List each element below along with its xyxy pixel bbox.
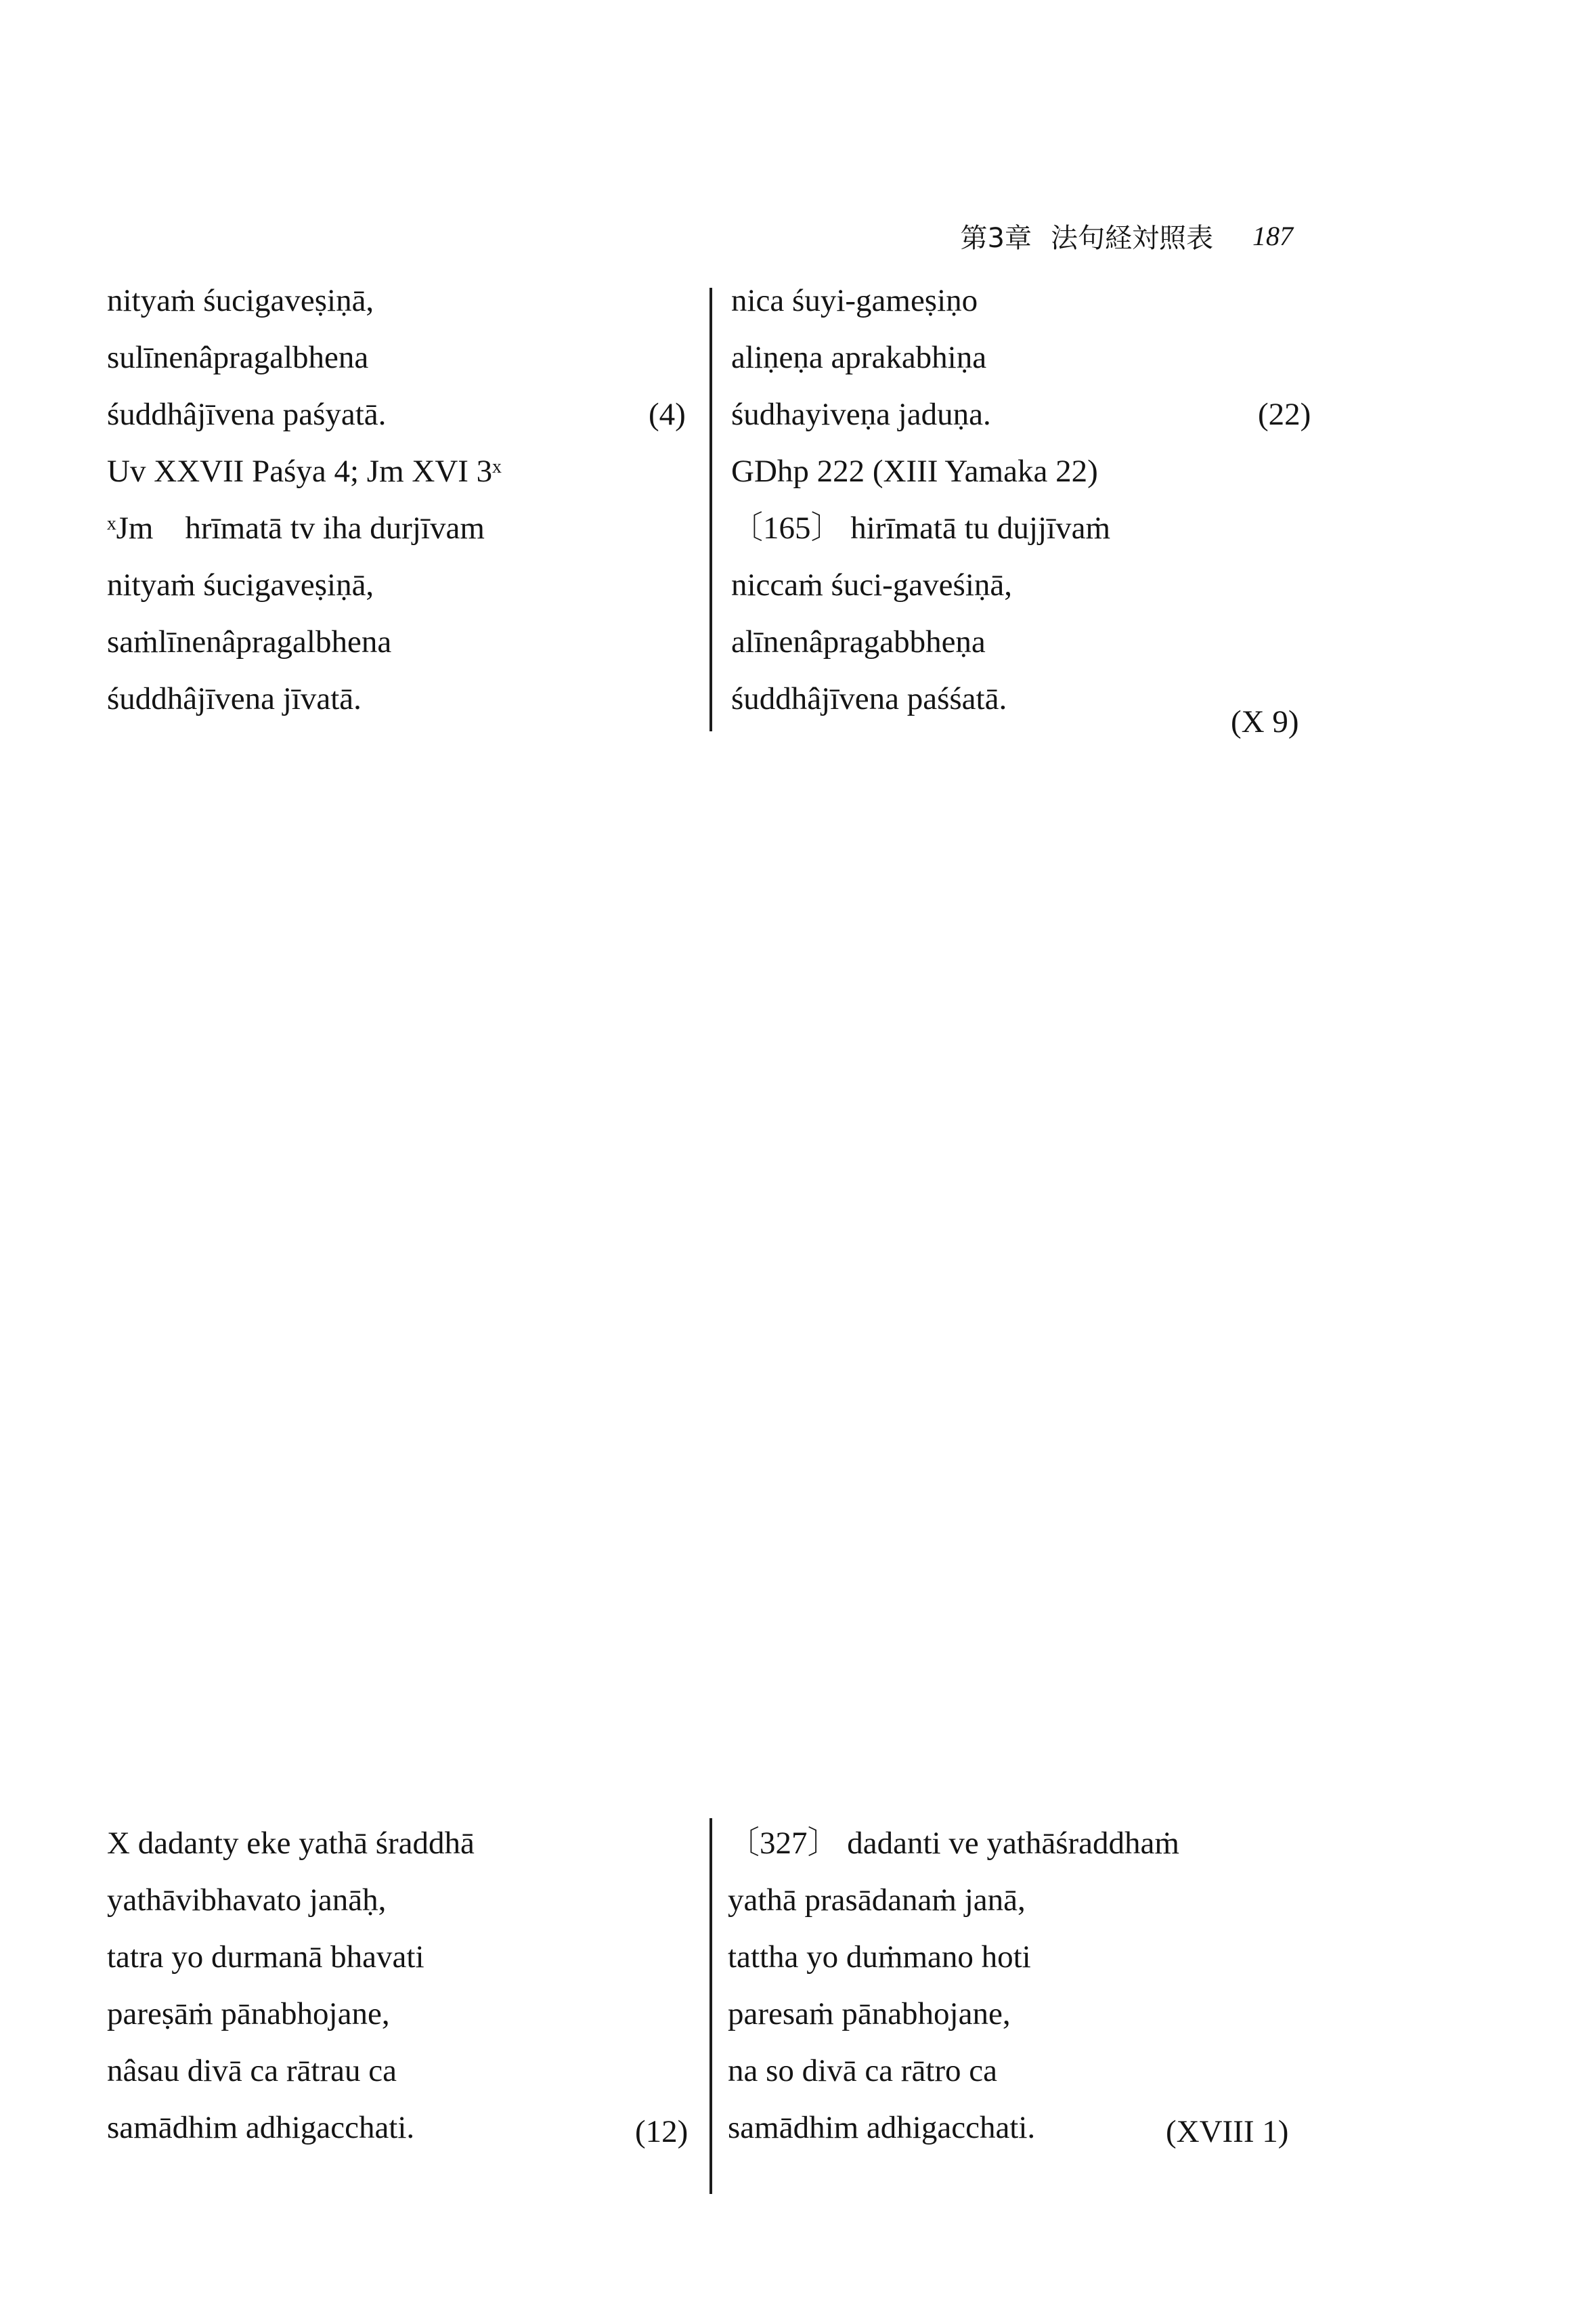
verse-line: śuddhâjīvena jīvatā. [107,681,362,716]
verse-line: alīnenâpragabbheṇa [731,624,986,660]
verse-line: śudhayiveṇa jaduṇa. [731,397,991,432]
verse-line: tatra yo durmanā bhavati [107,1939,424,1975]
verse-line: śuddhâjīvena paśyatā. [107,397,387,432]
verse-line: samādhim adhigacchati. [107,2110,415,2145]
column-divider-top [709,288,712,731]
bottom-left-verse-block [107,1815,696,2156]
verse-line: niccaṁ śuci-gaveśiṇā, [731,567,1012,603]
verse-line: paresaṁ pānabhojane, [728,1996,1011,2031]
verse-line: 〔165〕 hirīmatā tu dujjīvaṁ [731,511,1111,546]
verse-line: yathāvibhavato janāḥ, [107,1882,387,1918]
verse-number: (4) [649,397,686,432]
verse-line: tattha yo duṁmano hoti [728,1939,1031,1975]
verse-line: aliṇeṇa aprakabhiṇa [731,340,987,375]
verse-line: X dadanty eke yathā śraddhā [107,1826,475,1861]
running-header [914,215,1293,256]
verse-number: (X 9) [1231,704,1299,739]
chapter-label: 第3章 [960,222,1032,254]
verse-line: yathā prasādanaṁ janā, [728,1882,1026,1918]
top-left-verse-block [107,272,696,727]
verse-line: śuddhâjīvena paśśatā. [731,681,1007,716]
verse-line: saṁlīnenâpragalbhena [107,624,392,660]
verse-line: sulīnenâpragalbhena [107,340,369,375]
variant-verse-line: ˣJm hrīmatā tv iha durjīvam [107,511,485,546]
verse-number: (XVIII 1) [1166,2114,1289,2149]
verse-line: nâsau divā ca rātrau ca [107,2053,397,2088]
verse-line: samādhim adhigacchati. [728,2110,1036,2145]
source-reference-line: GDhp 222 (XIII Yamaka 22) [731,454,1098,489]
verse-line: nica śuyi-gameṣiṇo [731,283,978,318]
verse-line: na so divā ca rātro ca [728,2053,997,2088]
top-right-verse-block [731,272,1320,727]
column-divider-bottom [709,1818,712,2194]
verse-number: (22) [1258,397,1311,432]
verse-line: 〔327〕 dadanti ve yathāśraddhaṁ [728,1826,1179,1861]
verse-line: pareṣāṁ pānabhojane, [107,1996,390,2031]
source-reference-line: Uv XXVII Paśya 4; Jm XVI 3ˣ [107,454,502,489]
verse-number: (12) [635,2114,689,2149]
verse-line: nityaṁ śucigaveṣiṇā, [107,283,374,318]
page-number: 187 [1252,220,1293,251]
chapter-title: 法句経対照表 [1051,222,1213,254]
verse-line: nityaṁ śucigaveṣiṇā, [107,567,374,603]
